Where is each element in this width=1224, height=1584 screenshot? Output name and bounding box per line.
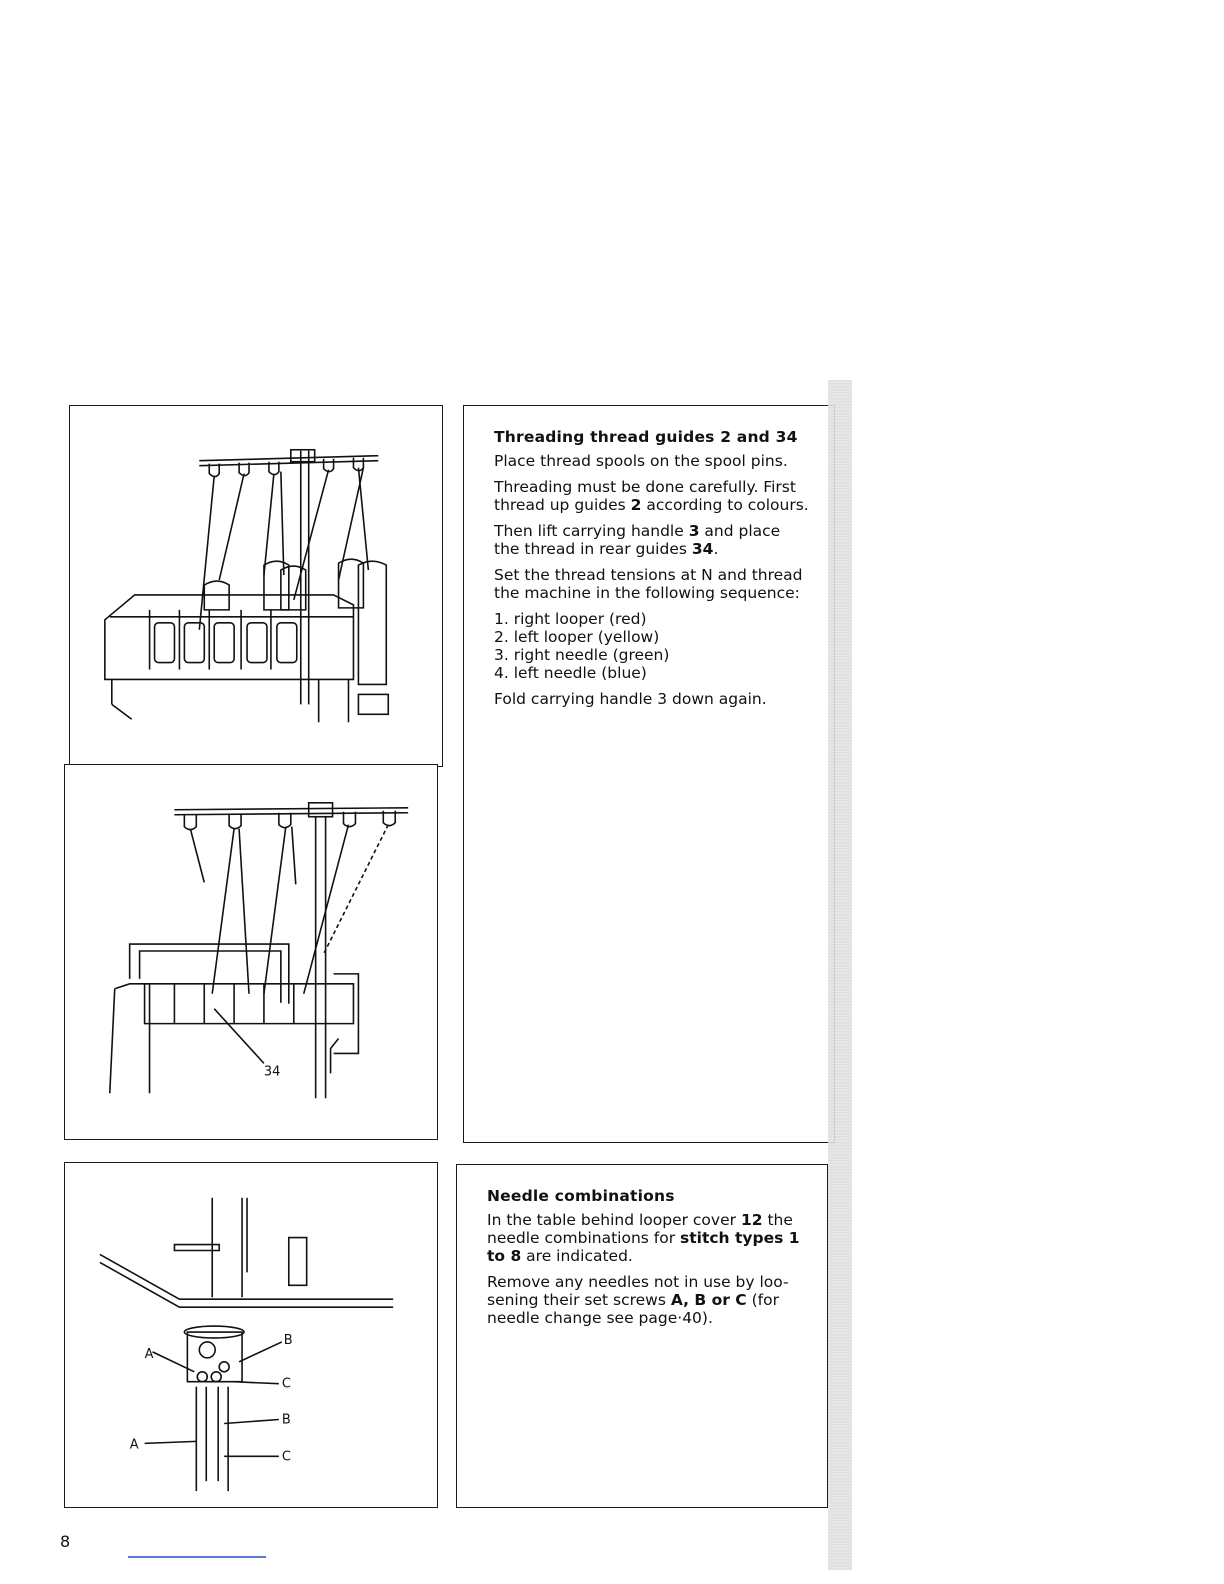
blue-rule bbox=[128, 1556, 266, 1558]
threading-p3: Then lift carrying handle 3 and place the thread in rear guides 34. bbox=[494, 522, 781, 558]
needle-p2: Remove any needles not in use by loo-sening their set screws A, B or C (for needle change see page·40). bbox=[487, 1273, 789, 1327]
needle-panel bbox=[456, 1164, 828, 1508]
threading-p5: Fold carrying handle 3 down again. bbox=[494, 690, 767, 708]
label-34: 34 bbox=[263, 1064, 281, 1080]
needle-p1: In the table behind looper cover 12 the needle combinations for stitch types 1 to 8 are indicated. bbox=[487, 1211, 800, 1265]
illustration-carrying-handle bbox=[64, 764, 438, 1140]
label-screw-c: C bbox=[281, 1376, 291, 1392]
list-item: 4. left needle (blue) bbox=[494, 664, 647, 682]
needle-holder-drawing bbox=[65, 1163, 437, 1507]
label-screw-b: B bbox=[283, 1332, 293, 1348]
illustration-thread-stand bbox=[69, 405, 443, 767]
label-needle-a: A bbox=[129, 1437, 139, 1453]
carrying-handle-drawing bbox=[65, 765, 437, 1139]
illustration-needle-holder bbox=[64, 1162, 438, 1508]
threading-p4: Set the thread tensions at N and thread the machine in the following sequence: bbox=[494, 566, 803, 602]
threading-p1: Place thread spools on the spool pins. bbox=[494, 452, 788, 470]
threading-steps bbox=[494, 610, 810, 682]
threading-title: Threading thread guides 2 and 34 bbox=[494, 428, 798, 446]
list-item: 2. left looper (yellow) bbox=[494, 628, 660, 646]
scan-shadow-edge bbox=[828, 380, 852, 1570]
page-number: 8 bbox=[60, 1532, 71, 1551]
list-item: 3. right needle (green) bbox=[494, 646, 670, 664]
threading-p2: Threading must be done carefully. First thread up guides 2 according to colours. bbox=[494, 478, 809, 514]
threading-panel bbox=[463, 405, 835, 1143]
list-item: 1. right looper (red) bbox=[494, 610, 647, 628]
label-needle-c: C bbox=[281, 1449, 291, 1465]
label-screw-a: A bbox=[144, 1346, 154, 1362]
needle-title: Needle combinations bbox=[487, 1187, 675, 1205]
thread-stand-drawing bbox=[70, 406, 442, 766]
label-needle-b: B bbox=[281, 1412, 291, 1428]
